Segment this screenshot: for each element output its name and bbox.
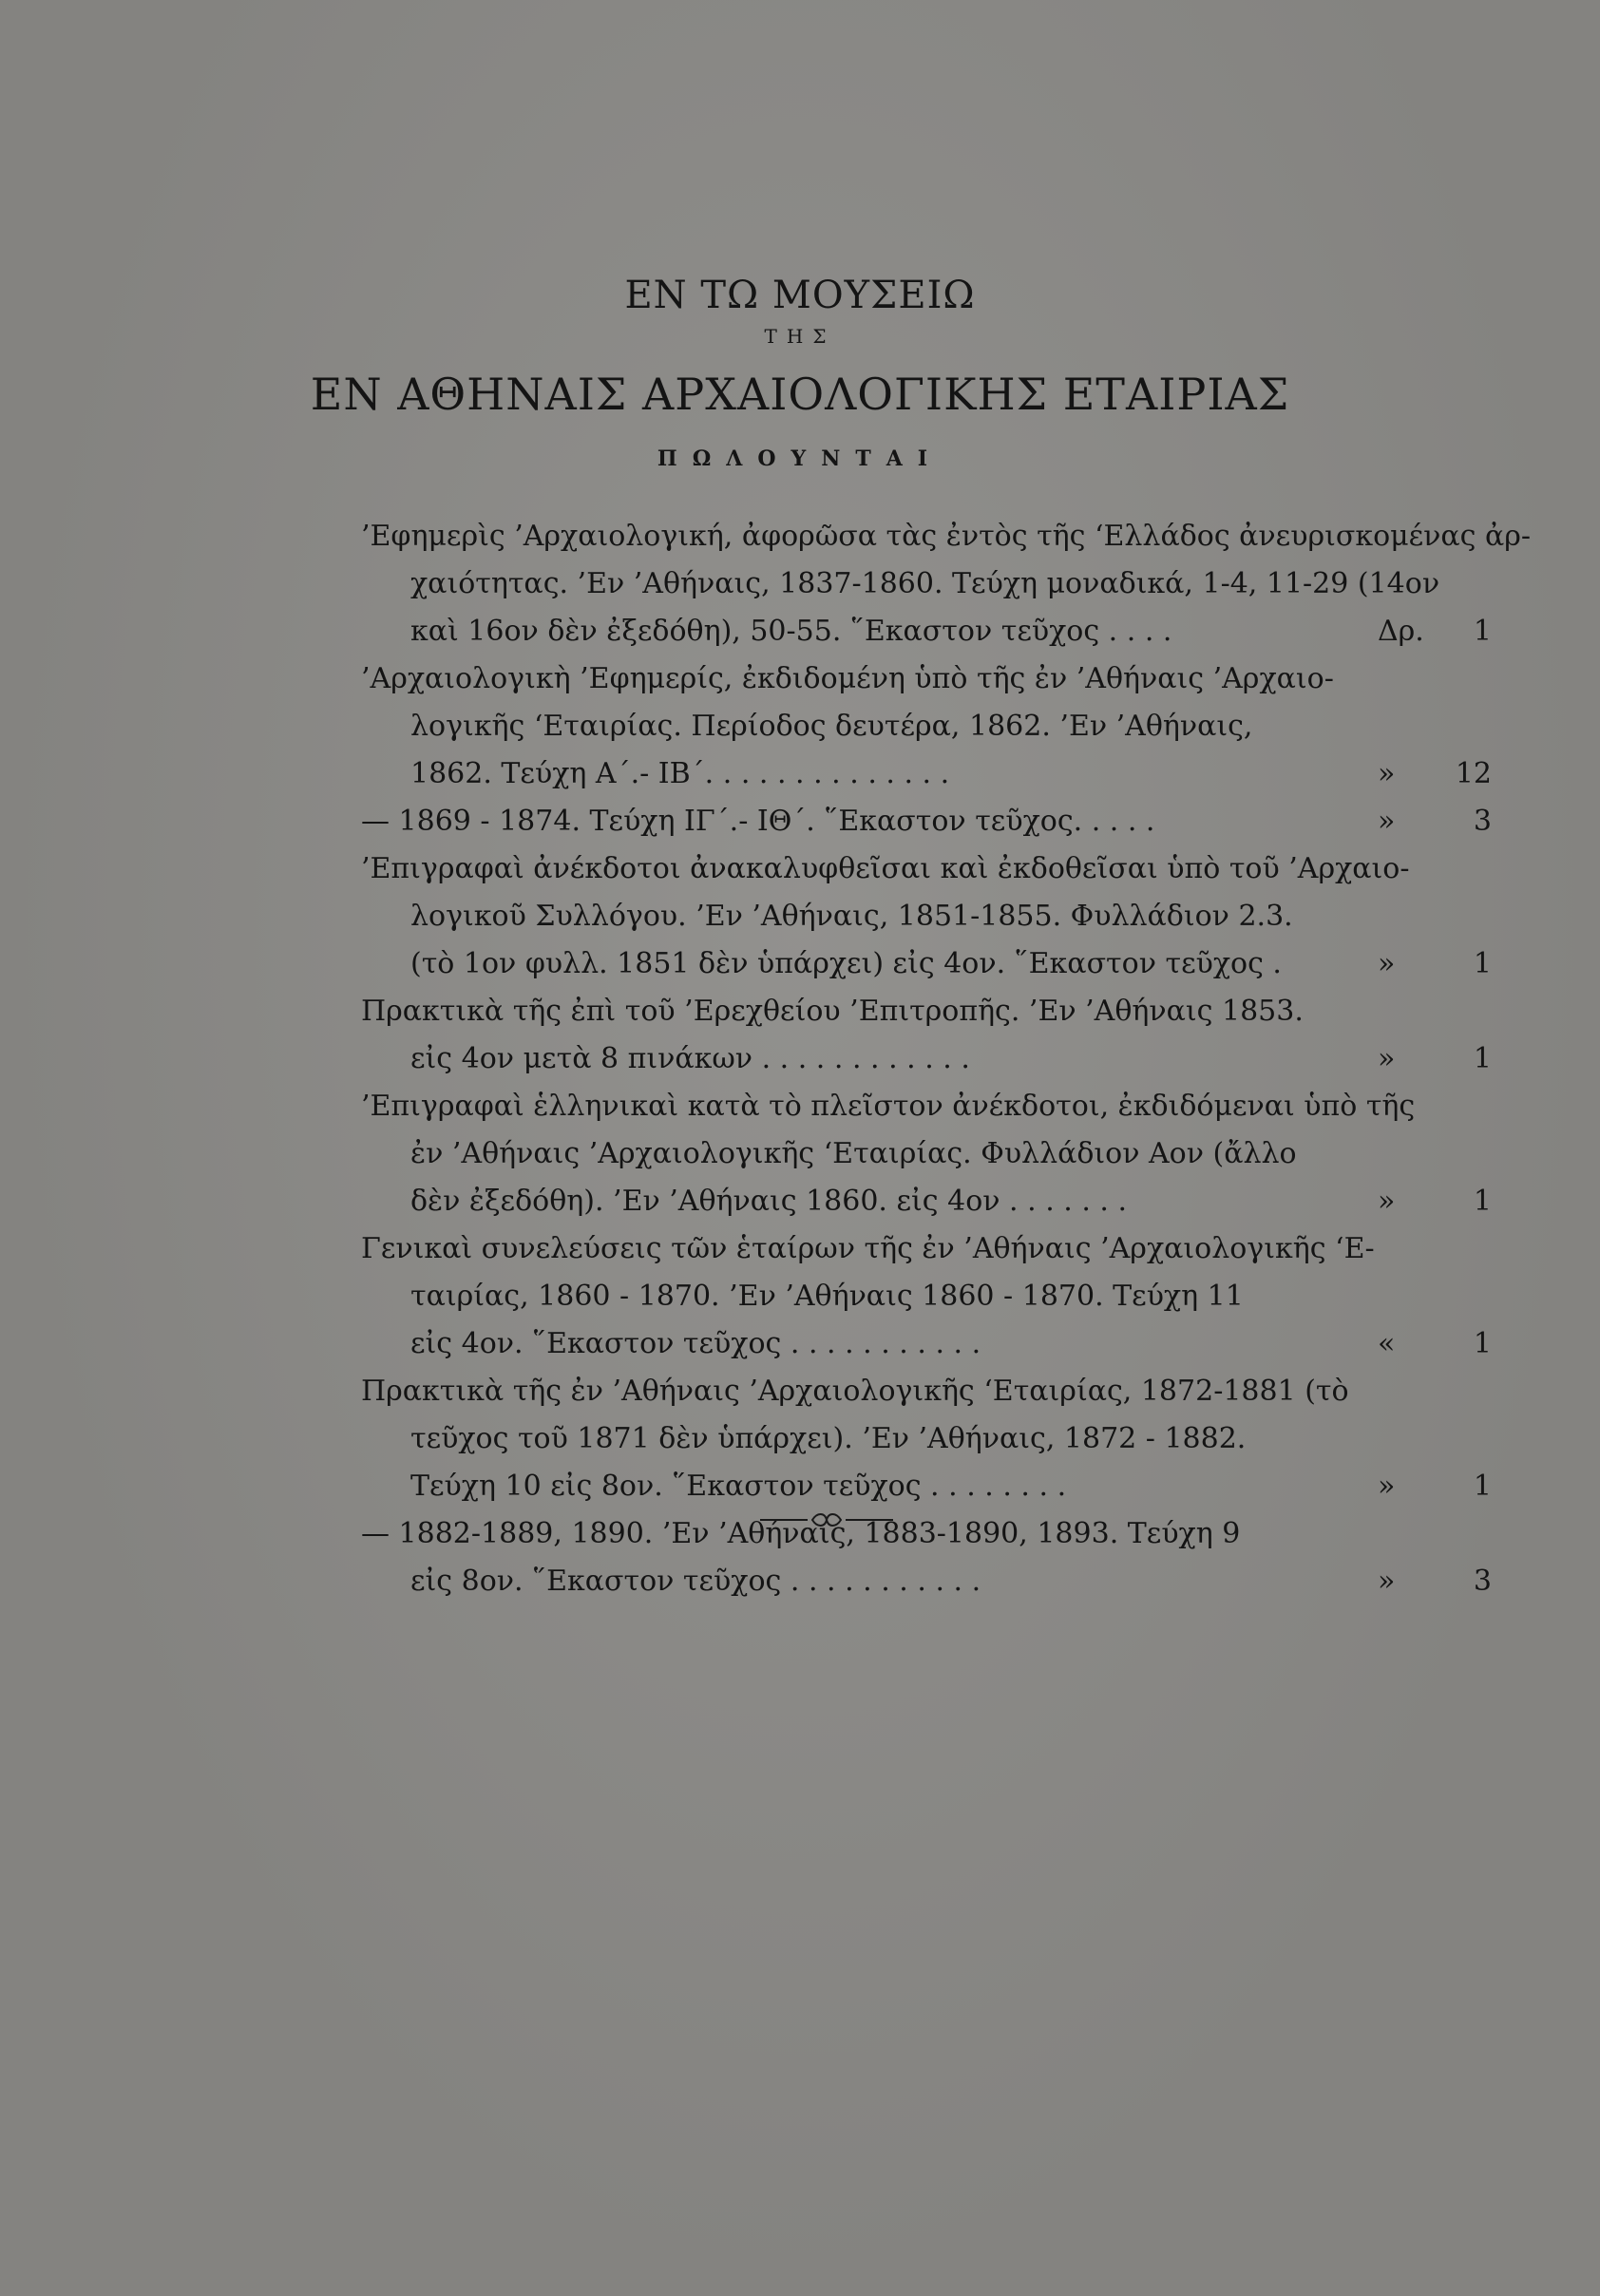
entry-price [1378, 608, 1492, 655]
price-currency: » [1378, 805, 1396, 838]
price-value: 1 [1473, 1185, 1492, 1218]
header-line-2: ΤΗΣ [764, 325, 836, 348]
entry-text: 1862. Τεύχη Α΄.- ΙΒ΄. . . . . . . . . . . . . . [410, 757, 950, 790]
header-line-1: ΕΝ ΤΩ ΜΟΥΣΕΙΩ [624, 274, 976, 317]
price-value: 1 [1473, 1470, 1492, 1503]
entry-text: ’Αρχαιολογικὴ ’Εφημερίς, ἐκδιδομένη ὑπὸ τῆς ἐν ’Αθήναις ’Αρχαιο- [361, 662, 1334, 695]
price-value: 3 [1473, 805, 1492, 838]
price-currency: » [1378, 1042, 1396, 1075]
entry-price [1378, 1463, 1492, 1510]
entry-text: λογικῆς ‘Εταιρίας. Περίοδος δευτέρα, 1862. ’Εν ’Αθήναις, [410, 710, 1253, 743]
entry-text: καὶ 16ον δὲν ἐξεδόθη), 50-55. ῞Εκαστον τεῦχος . . . . [410, 615, 1172, 648]
entry-text: Πρακτικὰ τῆς ἐπὶ τοῦ ’Ερεχθείου ’Επιτροπῆς. ’Εν ’Αθήναις 1853. [361, 995, 1304, 1028]
entry-text: ’Εφημερὶς ’Αρχαιολογική, ἀφορῶσα τὰς ἐντὸς τῆς ‘Ελλάδος ἀνευρισκομένας ἀρ- [361, 520, 1532, 553]
entry-line [361, 655, 1492, 703]
entry-text: εἰς 8ον. ῞Εκαστον τεῦχος . . . . . . . . . . . [410, 1565, 981, 1598]
entry-line [361, 988, 1492, 1035]
entry-line [361, 798, 1492, 845]
price-value: 1 [1473, 947, 1492, 980]
entry-price [1378, 1035, 1492, 1083]
entry-text: δὲν ἐξεδόθη). ’Εν ’Αθήναις 1860. εἰς 4ον . . . . . . . [410, 1185, 1128, 1218]
entry-line [361, 1083, 1492, 1130]
price-currency: Δρ. [1378, 615, 1424, 648]
catalogue-entry [361, 513, 1532, 655]
entry-line [361, 845, 1492, 893]
entry-price [1378, 1320, 1492, 1368]
entry-line [361, 750, 1492, 798]
entry-text: ’Επιγραφαὶ ἀνέκδοτοι ἀνακαλυφθεῖσαι καὶ ἐκδοθεῖσαι ὑπὸ τοῦ ’Αρχαιο- [361, 852, 1410, 885]
catalogue-entry [361, 1083, 1492, 1225]
entry-line [361, 1415, 1492, 1463]
catalogue-entry [361, 655, 1492, 798]
price-value: 3 [1473, 1565, 1492, 1598]
entry-text: ’Επιγραφαὶ ἑλληνικαὶ κατὰ τὸ πλεῖστον ἀνέκδοτοι, ἐκδιδόμεναι ὑπὸ τῆς [361, 1090, 1416, 1123]
entry-line [361, 1558, 1492, 1605]
price-currency: » [1378, 947, 1396, 980]
entry-line [361, 1035, 1492, 1083]
entry-line [361, 513, 1532, 560]
entry-line [361, 1463, 1492, 1510]
entry-line [361, 1178, 1492, 1225]
entry-text: ταιρίας, 1860 - 1870. ’Εν ’Αθήναις 1860 - 1870. Τεύχη 11 [410, 1280, 1244, 1313]
catalogue-entry [361, 1225, 1492, 1368]
entry-line [361, 1368, 1492, 1415]
entry-text: εἰς 4ον μετὰ 8 πινάκων . . . . . . . . . . . . [410, 1042, 970, 1075]
entry-text: χαιότητας. ’Εν ’Αθήναις, 1837-1860. Τεύχη μοναδικά, 1-4, 11-29 (14ον [410, 567, 1440, 600]
price-value: 1 [1473, 1042, 1492, 1075]
entry-text: — 1882-1889, 1890. ’Εν ’Αθήναις, 1883-1890, 1893. Τεύχη 9 [361, 1517, 1241, 1550]
catalogue-list [0, 513, 1600, 1919]
price-currency: « [1378, 1327, 1396, 1360]
entry-line [361, 1225, 1492, 1273]
catalogue-entry [361, 798, 1492, 845]
entry-text: λογικοῦ Συλλόγου. ’Εν ’Αθήναις, 1851-1855. Φυλλάδιον 2.3. [410, 900, 1293, 933]
price-value: 1 [1473, 615, 1492, 648]
entry-text: Πρακτικὰ τῆς ἐν ’Αθήναις ’Αρχαιολογικῆς ‘Εταιρίας, 1872-1881 (τὸ [361, 1375, 1349, 1408]
entry-text: εἰς 4ον. ῞Εκαστον τεῦχος . . . . . . . . . . . [410, 1327, 981, 1360]
entry-line [361, 703, 1492, 750]
entry-price [1378, 750, 1492, 798]
header-line-4: ΠΩΛΟΥΝΤΑΙ [657, 446, 943, 471]
entry-price [1378, 798, 1492, 845]
entry-text: — 1869 - 1874. Τεύχη ΙΓ΄.- ΙΘ΄. ῞Εκαστον τεῦχος. . . . . [361, 805, 1155, 838]
entry-price [1378, 1178, 1492, 1225]
entry-text: Τεύχη 10 εἰς 8ον. ῞Εκαστον τεῦχος . . . . . . . . [410, 1470, 1067, 1503]
entry-line [361, 1130, 1492, 1178]
catalogue-entry [361, 845, 1492, 988]
entry-line [361, 940, 1492, 988]
catalogue-entry [361, 1510, 1492, 1605]
price-currency: » [1378, 1470, 1396, 1503]
entry-text: τεῦχος τοῦ 1871 δὲν ὑπάρχει). ’Εν ’Αθήναις, 1872 - 1882. [410, 1422, 1247, 1455]
entry-line [361, 560, 1492, 608]
price-value: 1 [1473, 1327, 1492, 1360]
entry-price [1378, 1558, 1492, 1605]
entry-text: (τὸ 1ον φυλλ. 1851 δὲν ὑπάρχει) εἰς 4ον. ῞Εκαστον τεῦχος . [410, 947, 1282, 980]
catalogue-entry [361, 1368, 1492, 1510]
entry-line [361, 893, 1492, 940]
price-currency: » [1378, 1565, 1396, 1598]
catalogue-entry [361, 988, 1492, 1083]
entry-line [361, 1320, 1492, 1368]
entry-line [361, 608, 1492, 655]
entry-price [1378, 940, 1492, 988]
entry-line [361, 1273, 1492, 1320]
entry-text: ἐν ’Αθήναις ’Αρχαιολογικῆς ‘Εταιρίας. Φυλλάδιον Αον (ἄλλο [410, 1137, 1297, 1170]
entry-line [361, 1510, 1492, 1558]
price-value: 12 [1455, 757, 1492, 790]
entry-text: Γενικαὶ συνελεύσεις τῶν ἑταίρων τῆς ἐν ’Αθήναις ’Αρχαιολογικῆς ‘Ε- [361, 1232, 1375, 1265]
ornament-rule-icon [760, 1510, 893, 1529]
header-line-3: ΕΝ ΑΘΗΝΑΙΣ ΑΡΧΑΙΟΛΟΓΙΚΗΣ ΕΤΑΙΡΙΑΣ [310, 369, 1290, 420]
price-currency: » [1378, 757, 1396, 790]
price-currency: » [1378, 1185, 1396, 1218]
